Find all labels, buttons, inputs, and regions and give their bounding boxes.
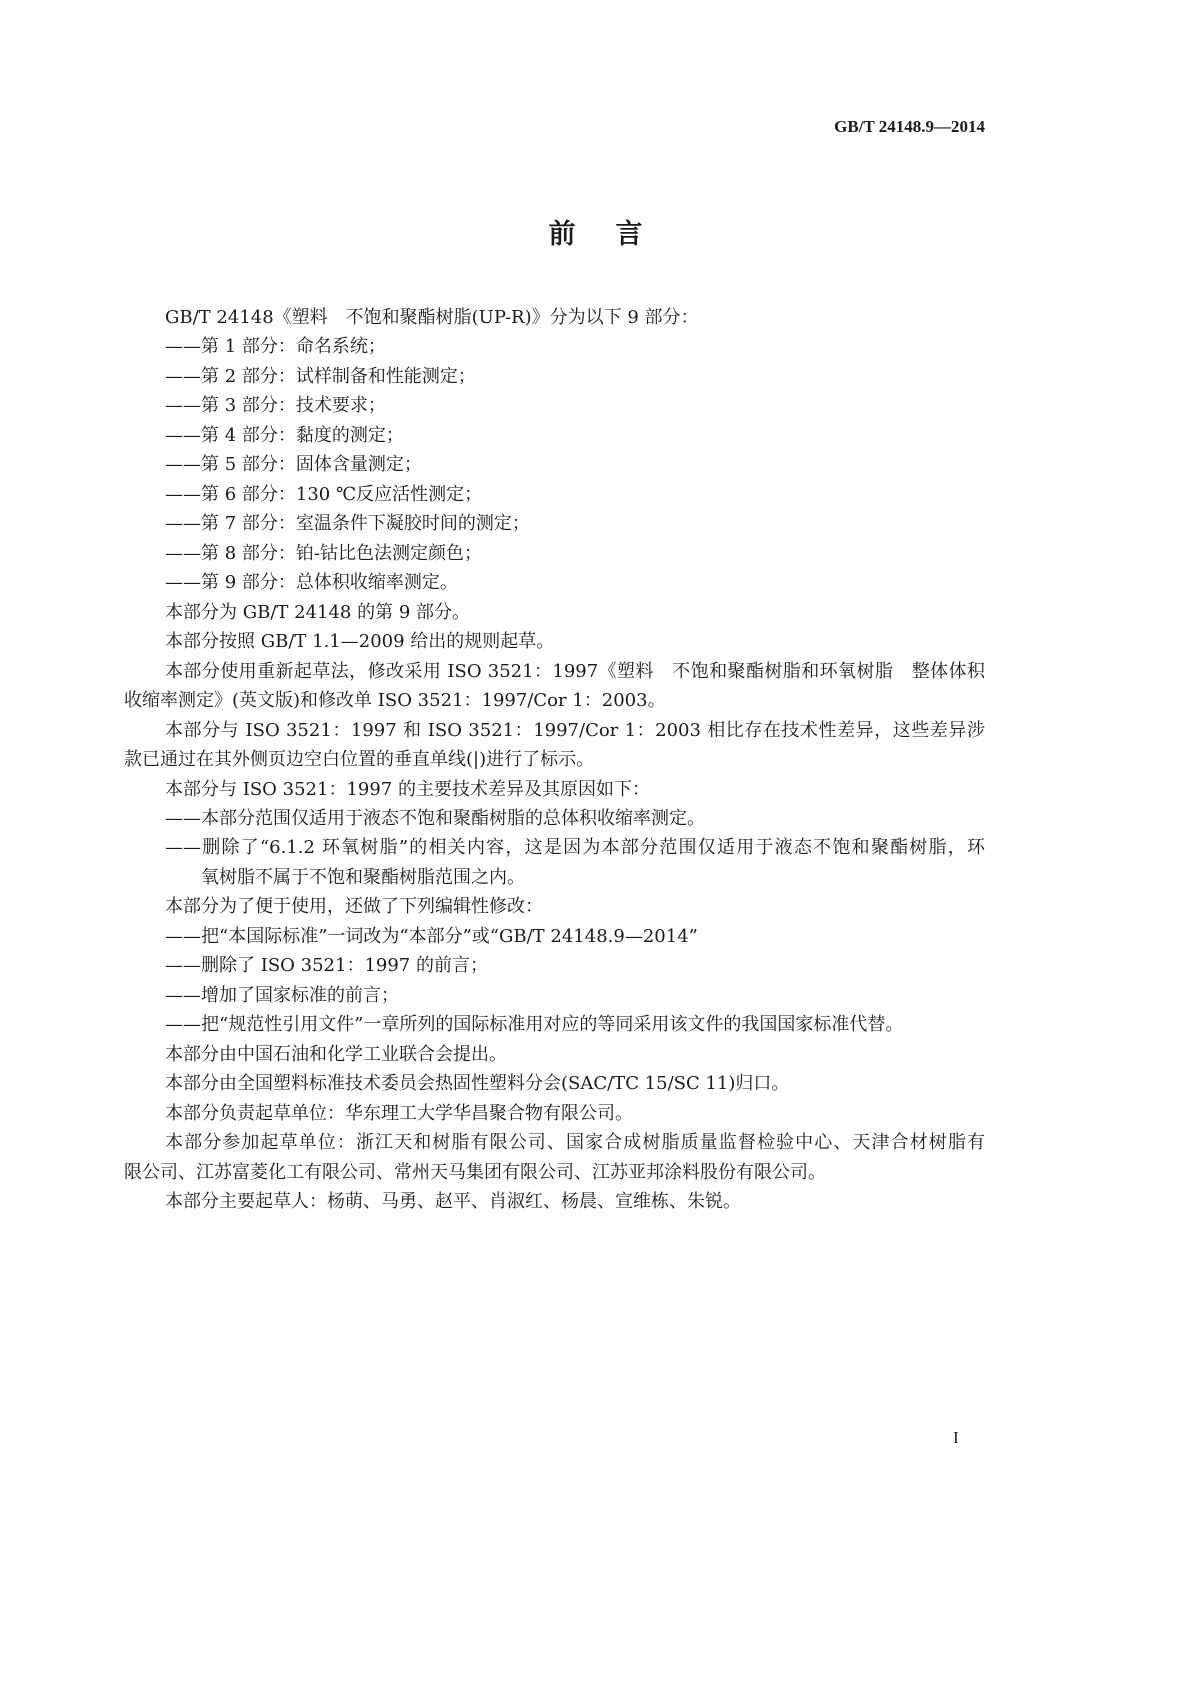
text-line: 氧树脂不属于不饱和聚酯树脂范围之内。 (201, 866, 525, 888)
text-line: 本部分按照 GB/T 1.1—2009 给出的规则起草。 (165, 631, 555, 653)
text-line: ——增加了国家标准的前言； (165, 984, 399, 1006)
text-line: 本部分主要起草人：杨萌、马勇、赵平、肖淑红、杨晨、宣维栋、朱锐。 (165, 1191, 741, 1213)
text-line: 款已通过在其外侧页边空白位置的垂直单线(|)进行了标示。 (124, 749, 595, 771)
text-line: 本部分由全国塑料标准技术委员会热固性塑料分会(SAC/TC 15/SC 11)归口。 (165, 1073, 790, 1095)
text-line: 本部分与 ISO 3521：1997 和 ISO 3521：1997/Cor 1：2003 相比存在技术性差异，这些差异涉 (165, 719, 985, 741)
text-line: ——第 4 部分：黏度的测定； (165, 424, 404, 446)
text-line: ——第 7 部分：室温条件下凝胶时间的测定； (165, 513, 530, 535)
text-line: 本部分为了便于使用，还做了下列编辑性修改： (165, 896, 543, 918)
text-line: 本部分负责起草单位：华东理工大学华昌聚合物有限公司。 (165, 1102, 633, 1124)
text-line: 本部分参加起草单位：浙江天和树脂有限公司、国家合成树脂质量监督检验中心、天津合材树脂有 (165, 1132, 985, 1154)
text-line: 收缩率测定》(英文版)和修改单 ISO 3521：1997/Cor 1：2003。 (124, 690, 666, 712)
document-body (124, 303, 985, 1217)
text-line: ——把“规范性引用文件”一章所列的国际标准用对应的等同采用该文件的我国国家标准代替。 (165, 1014, 904, 1036)
page-number: I (953, 1428, 959, 1447)
text-line: 本部分使用重新起草法，修改采用 ISO 3521：1997《塑料 不饱和聚酯树脂和环氧树脂 整体体积 (165, 660, 985, 682)
text-line: ——本部分范围仅适用于液态不饱和聚酯树脂的总体积收缩率测定。 (165, 807, 705, 829)
text-line: ——删除了“6.1.2 环氧树脂”的相关内容，这是因为本部分范围仅适用于液态不饱和聚酯树脂，环 (165, 837, 985, 859)
text-line: ——第 5 部分：固体含量测定； (165, 454, 422, 476)
text-line: ——第 3 部分：技术要求； (165, 395, 386, 417)
text-line: ——第 9 部分：总体积收缩率测定。 (165, 572, 458, 594)
text-line: ——第 1 部分：命名系统； (165, 336, 386, 358)
text-line: 本部分由中国石油和化学工业联合会提出。 (165, 1043, 507, 1065)
text-line: ——删除了 ISO 3521：1997 的前言； (165, 955, 488, 977)
text-line: ——把“本国际标准”一词改为“本部分”或“GB/T 24148.9—2014” (165, 925, 698, 947)
text-line: 限公司、江苏富菱化工有限公司、常州天马集团有限公司、江苏亚邦涂料股份有限公司。 (124, 1161, 826, 1183)
text-line: 本部分与 ISO 3521：1997 的主要技术差异及其原因如下： (165, 778, 650, 800)
text-line: ——第 6 部分：130 ℃反应活性测定； (165, 483, 483, 505)
text-line: GB/T 24148《塑料 不饱和聚酯树脂(UP-R)》分为以下 9 部分： (165, 307, 699, 328)
standard-number: GB/T 24148.9—2014 (834, 117, 985, 136)
text-line: ——第 8 部分：铂-钴比色法测定颜色； (165, 542, 482, 564)
page-title: 前言 (548, 219, 683, 250)
text-line: 本部分为 GB/T 24148 的第 9 部分。 (165, 601, 470, 623)
text-line: ——第 2 部分：试样制备和性能测定； (165, 365, 476, 387)
